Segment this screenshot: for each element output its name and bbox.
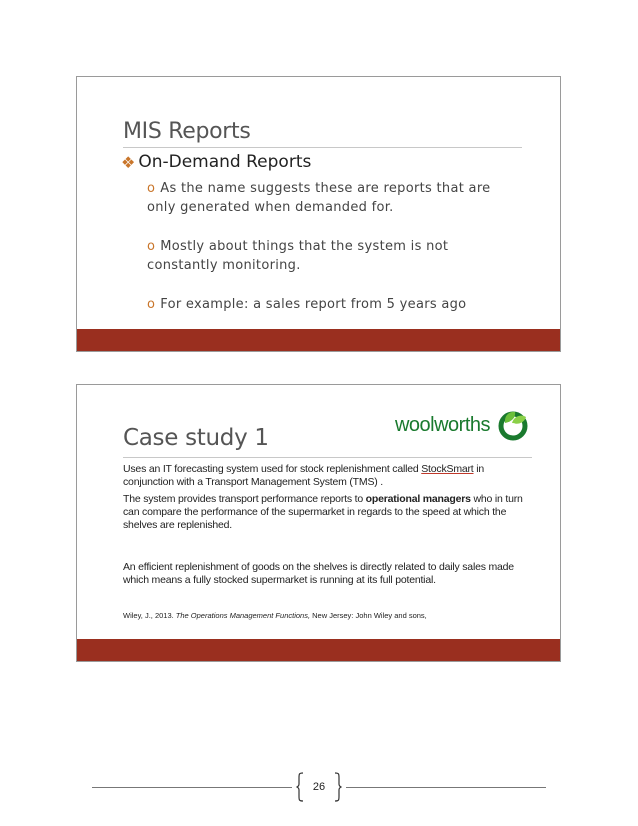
page-number-box [296,772,342,802]
sub-bullet [147,295,507,314]
paragraph [123,493,533,532]
sub-bullet [147,237,507,275]
slide-mis-reports [76,76,561,352]
sub-bullet-text: Mostly about things that the system is not constantly monitoring. [147,239,449,273]
title-divider [123,147,522,148]
circle-bullet-icon: o [147,297,156,312]
slide-case-study [76,384,561,662]
slide-title: Case study 1 [123,425,269,451]
text: Uses an IT forecasting system used for stock replenishment called [123,463,422,475]
reference [123,611,427,620]
paragraph [123,463,533,489]
title-divider [123,457,532,458]
bold-term: operational managers [365,493,471,505]
slide-footer-bar [77,639,560,661]
page-number: 26 [312,781,326,793]
text: who in turn can compare the performance of the supermarket in regards to the speed at which the shelves are replenished. [123,493,523,531]
left-bracket-icon [296,772,304,802]
woolworths-leaf-icon [496,409,530,441]
slide-footer-bar [77,329,560,351]
text: The system provides transport performance reports to [123,493,366,505]
paragraph: An efficient replenishment of goods on the shelves is directly related to daily sales made which means a fully stocked supermarket is running at its full potential. [123,561,514,586]
logo-text: woolworths [394,413,490,436]
main-bullet [121,152,311,172]
slide-title: MIS Reports [123,119,251,144]
right-bracket-icon [334,772,342,802]
text: in conjunction with a Transport Management System (TMS) . [123,463,485,488]
bullet-heading: On-Demand Reports [138,152,312,172]
sub-bullet-text: For example: a sales report from 5 years ago [160,297,467,312]
text: New Jersey: John Wiley and sons, [310,611,427,620]
circle-bullet-icon: o [147,239,156,254]
text: Wiley, J., 2013. [123,611,176,620]
sub-bullet [147,179,507,217]
circle-bullet-icon: o [147,181,156,196]
footer-line-right [346,787,546,788]
stocksmart-term: StockSmart [421,463,474,475]
woolworths-logo [395,409,530,441]
sub-bullet-text: As the name suggests these are reports that are only generated when demanded for. [147,181,491,215]
footer-line-left [92,787,292,788]
book-title: The Operations Management Functions, [175,611,311,620]
four-diamond-bullet-icon: ❖ [121,152,136,172]
